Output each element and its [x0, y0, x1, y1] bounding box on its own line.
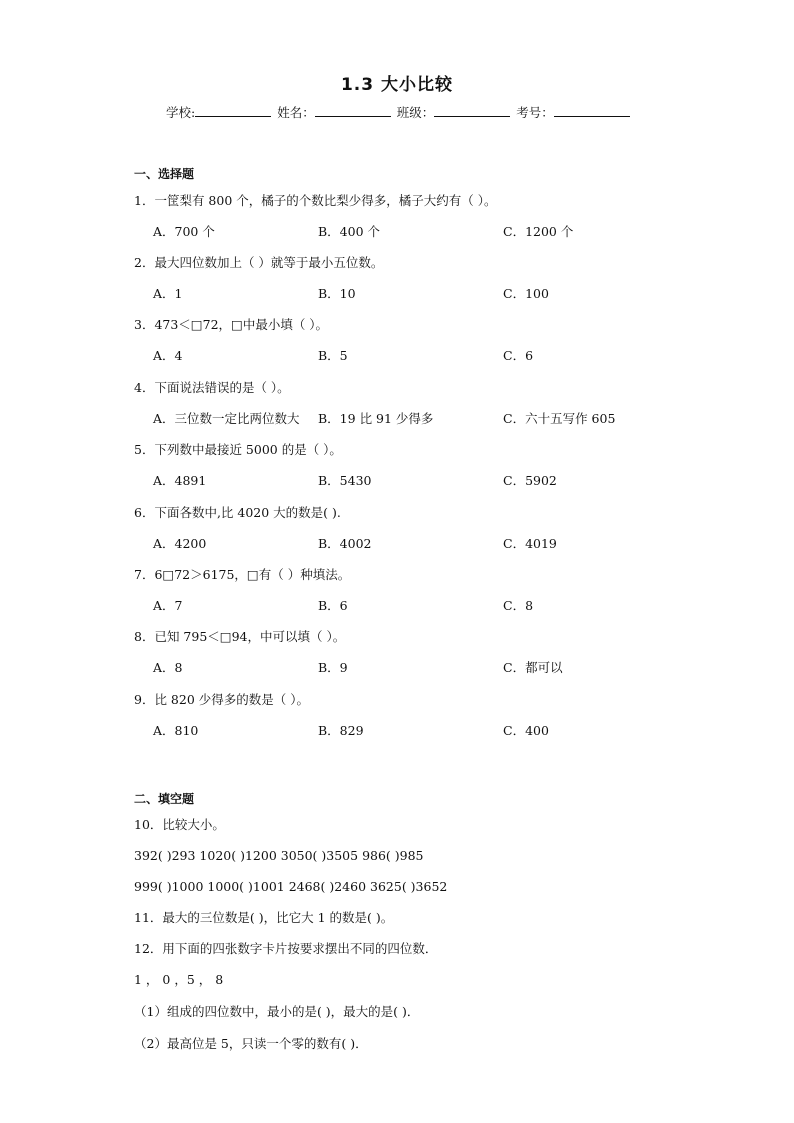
q12-part-1: （1）组成的四位数中，最小的是( )，最大的是( )．	[134, 1004, 420, 1019]
q3-option-b: B．5	[318, 348, 348, 363]
question-10: 10．比较大小。	[134, 817, 225, 832]
name-blank[interactable]	[315, 104, 391, 117]
school-label: 学校:	[166, 105, 196, 120]
q12-part-2: （2）最高位是 5，只读一个零的数有( )．	[134, 1036, 368, 1051]
q4-option-c: C．六十五写作 605	[503, 411, 616, 426]
question-9: 9．比 820 少得多的数是（ ）。	[134, 692, 309, 707]
name-label: 姓名：	[277, 105, 315, 120]
q8-option-c: C．都可以	[503, 660, 563, 675]
student-info-line	[166, 103, 632, 121]
question-7: 7．6□72＞6175，□有（ ）种填法。	[134, 567, 351, 582]
question-4: 4．下面说法错误的是（ ）。	[134, 380, 290, 395]
question-1: 1．一筐梨有 800 个，橘子的个数比梨少得多，橘子大约有（ ）。	[134, 193, 497, 208]
question-5: 5．下列数中最接近 5000 的是（ ）。	[134, 442, 342, 457]
q1-option-a: A．700 个	[153, 224, 215, 239]
q4-option-a: A．三位数一定比两位数大	[153, 411, 300, 426]
q9-option-a: A．810	[153, 723, 199, 738]
q2-option-c: C．100	[503, 286, 549, 301]
q6-option-c: C．4019	[503, 536, 557, 551]
question-6: 6．下面各数中,比 4020 大的数是( ).	[134, 505, 341, 520]
school-blank[interactable]	[195, 104, 271, 117]
question-2: 2．最大四位数加上（ ）就等于最小五位数。	[134, 255, 384, 270]
q3-option-c: C．6	[503, 348, 534, 363]
q7-option-c: C．8	[503, 598, 534, 613]
page-title: 1.3 大小比较	[340, 75, 454, 95]
q6-option-b: B．4002	[318, 536, 372, 551]
q8-option-a: A．8	[153, 660, 183, 675]
question-8: 8．已知 795＜□94，中可以填（ ）。	[134, 629, 346, 644]
exam-number-blank[interactable]	[554, 104, 630, 117]
q1-option-b: B．400 个	[318, 224, 381, 239]
exam-number-label: 考号：	[516, 105, 554, 120]
class-label: 班级：	[396, 105, 435, 120]
q2-option-b: B．10	[318, 286, 356, 301]
q10-compare-row-2: 999( )1000 1000( )1001 2468( )2460 3625( )3652	[134, 879, 448, 894]
q9-option-b: B．829	[318, 723, 364, 738]
question-3: 3．473＜□72，□中最小填（ ）。	[134, 317, 329, 332]
q5-option-c: C．5902	[503, 473, 557, 488]
q8-option-b: B．9	[318, 660, 348, 675]
section-fill-title: 二、填空题	[134, 792, 195, 806]
q2-option-a: A．1	[153, 286, 183, 301]
q9-option-c: C．400	[503, 723, 549, 738]
q3-option-a: A．4	[153, 348, 183, 363]
question-11: 11．最大的三位数是( )，比它大 1 的数是( )。	[134, 910, 394, 925]
q10-compare-row-1: 392( )293 1020( )1200 3050( )3505 986( )985	[134, 848, 424, 863]
q5-option-a: A．4891	[153, 473, 207, 488]
q7-option-b: B．6	[318, 598, 348, 613]
q1-option-c: C．1200 个	[503, 224, 574, 239]
q12-digit-cards: 1 ， 0 ，5 ， 8	[134, 972, 224, 987]
section-choice-title: 一、选择题	[134, 167, 195, 181]
q6-option-a: A．4200	[153, 536, 207, 551]
q4-option-b: B．19 比 91 少得多	[318, 411, 434, 426]
q7-option-a: A．7	[153, 598, 183, 613]
class-blank[interactable]	[434, 104, 510, 117]
q5-option-b: B．5430	[318, 473, 372, 488]
question-12: 12．用下面的四张数字卡片按要求摆出不同的四位数．	[134, 941, 438, 956]
